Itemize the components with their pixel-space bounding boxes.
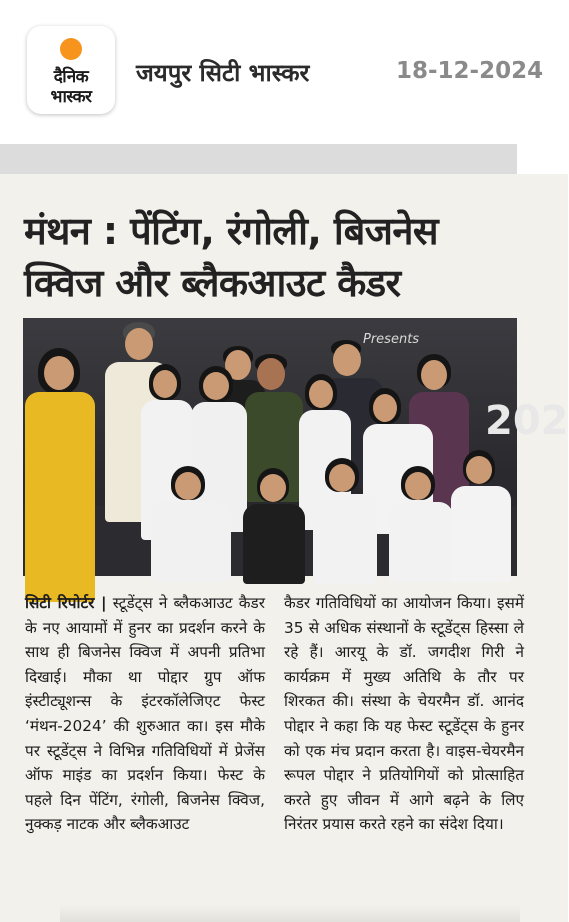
article-headline (24, 205, 524, 309)
article-byline: सिटी रिपोर्टर | (25, 594, 107, 612)
article-column-right: कैडर गतिविधियों का आयोजन किया। इसमें 35 से अधिक संस्थानों के स्टूडेंट्स हिस्सा ले रहे हैं। आरयू के डॉ. जगदीश गिरी ने कार्यक्रम में मुख्य अतिथि के तौर पर शिरकत की। संस्था के चेयरमैन डॉ. आनंद पोद्दार ने कहा कि यह फेस्ट स्टूडेंट्स के हुनर को एक मंच प्रदान करता है। वाइस-चेयरमैन रूपल पोद्दार ने प्रतियोगियों को प्रोत्साहित करते हुए जीवन में आगे बढ़ने के लिए निरंतर प्रयास करते रहने का संदेश दिया। (284, 594, 524, 834)
article-column-left (25, 591, 265, 837)
logo-text-line1: दैनिक (53, 67, 89, 87)
edition-date: 18-12-2024 (396, 58, 544, 84)
article-left-text: स्टूडेंट्स ने ब्लैकआउट कैडर के नए आयामों में हुनर का प्रदर्शन करने के साथ ही बिजनेस क्विज में अपनी प्रतिभा दिखाई। मौका था पोद्दार ग्रुप ऑफ इंस्टीट्यूशन्स के इंटरकॉलेजिएट फेस्ट ‘मंथन-2024’ की शुरुआत का। इस मौके पर स्टूडेंट्स ने विभिन्न गतिविधियों में प्रेजेंस ऑफ माइंड का प्रदर्शन किया। फेस्ट के पहले दिन पेंटिंग, रंगोली, बिजनेस क्विज, नुक्कड़ नाटक और ब्लैकआउट (25, 594, 265, 834)
headline-line1: मंथन : पेंटिंग, रंगोली, बिजनेस (24, 209, 438, 253)
photo-banner-text: Presents (363, 332, 420, 347)
photo-year-text: 202 (485, 398, 569, 444)
app-header (0, 0, 568, 140)
edition-title: जयपुर सिटी भास्कर (136, 59, 310, 87)
headline-line2: क्विज और ब्लैकआउट कैडर (24, 261, 401, 305)
next-headline-cutoff (60, 905, 520, 922)
article-photo[interactable] (23, 318, 569, 576)
dainik-bhaskar-logo[interactable] (27, 26, 115, 114)
logo-text-line2: भास्कर (50, 87, 92, 107)
sun-icon (60, 38, 82, 60)
separator-band (0, 144, 517, 174)
